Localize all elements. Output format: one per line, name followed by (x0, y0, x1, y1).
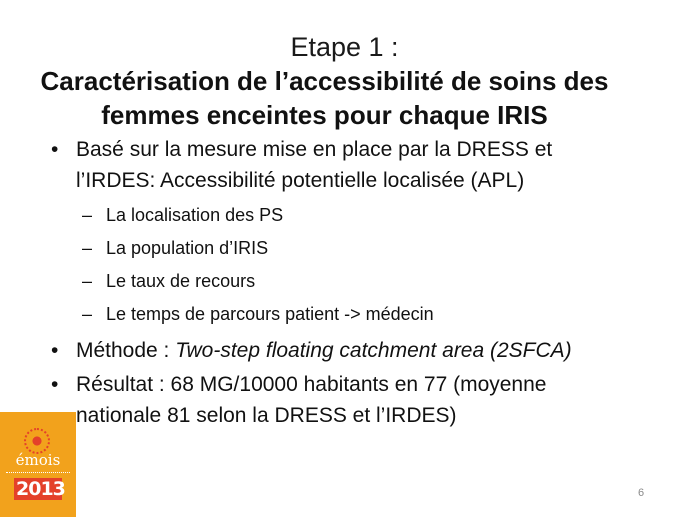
bullet-method-label: Méthode : (76, 339, 176, 362)
dash-marker: – (82, 304, 93, 324)
title-heading-line-2: femmes enceintes pour chaque IRIS (101, 100, 548, 130)
page-number: 6 (638, 487, 645, 499)
bullet-result-line-1: Résultat : 68 MG/10000 habitants en 77 (moyenne (76, 373, 547, 396)
title-step: Etape 1 : (290, 32, 399, 62)
slide-body (48, 134, 668, 431)
bullet-dot: • (51, 339, 59, 362)
list-item (48, 232, 668, 265)
list-item-text: La localisation des PS (106, 205, 284, 225)
dash-marker: – (82, 205, 93, 225)
bullet-dot: • (51, 373, 59, 396)
list-item-text: Le temps de parcours patient -> médecin (106, 304, 434, 324)
bullet-apl-line-1: Basé sur la mesure mise en place par la DRESS et (76, 138, 553, 161)
list-item (48, 298, 668, 331)
bullet-apl-line-2: l’IRDES: Accessibilité potentielle localisée (APL) (76, 169, 525, 192)
logo-divider (6, 472, 70, 476)
apl-criteria-list (48, 199, 668, 331)
list-item (48, 265, 668, 298)
bullet-result (48, 369, 668, 431)
bullet-apl (48, 134, 668, 196)
bullet-result-line-2: nationale 81 selon la DRESS et l’IRDES) (76, 404, 457, 427)
bullet-method-name: Two-step floating catchment area (2SFCA) (175, 339, 572, 362)
bullet-method (48, 335, 668, 366)
logo-year: 2013 (16, 478, 65, 500)
list-item-text: La population d’IRIS (106, 238, 269, 258)
slide-title (0, 30, 689, 132)
bullet-dot: • (51, 138, 59, 161)
list-item (48, 199, 668, 232)
title-heading (0, 64, 689, 132)
logo-wordmark: émois (15, 451, 61, 469)
dash-marker: – (82, 238, 93, 258)
sun-icon (28, 432, 46, 450)
list-item-text: Le taux de recours (106, 271, 256, 291)
dash-marker: – (82, 271, 93, 291)
title-heading-line-1: Caractérisation de l’accessibilité de soins des (40, 66, 609, 96)
emois-logo (0, 412, 76, 517)
